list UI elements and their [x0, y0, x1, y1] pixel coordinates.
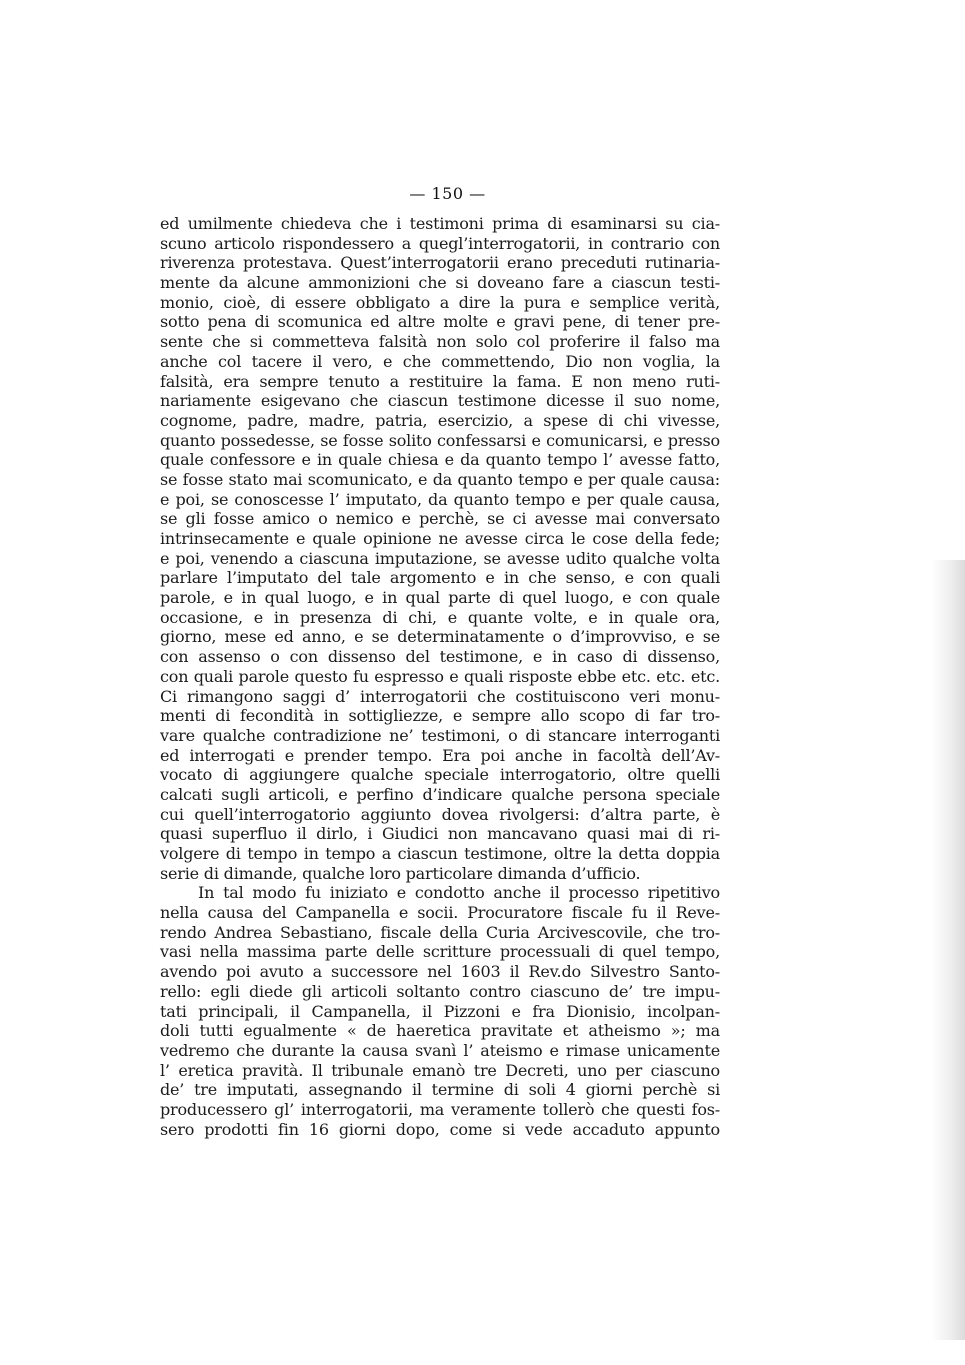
- paragraph-start-line: In tal modo fu iniziato e condotto anche il processo ripetitivo: [198, 883, 720, 903]
- text-line: menti di fecondità in sottigliezze, e sempre allo scopo di far tro-: [160, 706, 720, 726]
- text-line: parlare l’imputato del tale argomento e in che senso, e con quali: [160, 568, 720, 588]
- text-line: vedremo che durante la causa svanì l’ ateismo e rimase unicamente: [160, 1040, 720, 1060]
- text-line: rello: egli diede gli articoli soltanto contro ciascuno de’ tre impu-: [160, 981, 720, 1001]
- text-line: sero prodotti fin 16 giorni dopo, come si vede accaduto appunto: [160, 1119, 720, 1139]
- text-line: scuno articolo rispondessero a quegl’interrogatorii, in contrario con: [160, 233, 720, 253]
- text-line: ed umilmente chiedeva che i testimoni prima di esaminarsi su cia-: [160, 214, 720, 233]
- text-line: ed interrogati e prender tempo. Era poi anche in facoltà dell’Av-: [160, 745, 720, 765]
- text-line: vare qualche contradizione ne’ testimoni, o di stancare interroganti: [160, 725, 720, 745]
- page-number: — 150 —: [409, 184, 486, 203]
- body-text: [160, 214, 720, 1139]
- text-line: quale confessore e in quale chiesa e da quanto tempo l’ avesse fatto,: [160, 450, 720, 470]
- text-line: monio, cioè, di essere obbligato a dire la pura e semplice verità,: [160, 292, 720, 312]
- text-line: mente da alcune ammonizioni che si doveano fare a ciascun testi-: [160, 273, 720, 293]
- text-line: quasi superfluo il dirlo, i Giudici non mancavano quasi mai di ri-: [160, 824, 720, 844]
- text-line: l’ eretica pravità. Il tribunale emanò tre Decreti, uno per ciascuno: [160, 1060, 720, 1080]
- text-line: falsità, era sempre tenuto a restituire la fama. E non meno ruti-: [160, 371, 720, 391]
- text-line: vocato di aggiungere qualche speciale interrogatorio, oltre quelli: [160, 765, 720, 785]
- text-line: con quali parole questo fu espresso e quali risposte ebbe etc. etc. etc.: [160, 666, 720, 686]
- text-line: de’ tre imputati, assegnando il termine di soli 4 giorni perchè si: [160, 1080, 720, 1100]
- text-line: sotto pena di scomunica ed altre molte e gravi pene, di tener pre-: [160, 312, 720, 332]
- text-line: avendo poi avuto a successore nel 1603 il Rev.do Silvestro Santo-: [160, 962, 720, 982]
- text-line: con assenso o con dissenso del testimone, e in caso di dissenso,: [160, 647, 720, 667]
- text-line: rendo Andrea Sebastiano, fiscale della Curia Arcivescovile, che tro-: [160, 922, 720, 942]
- text-line: se fosse stato mai scomunicato, e da quanto tempo e per quale causa:: [160, 469, 720, 489]
- text-line: calcati sugli articoli, e perfino d’indicare qualche persona speciale: [160, 784, 720, 804]
- text-line: e poi, se conoscesse l’ imputato, da quanto tempo e per quale causa,: [160, 489, 720, 509]
- text-line: se gli fosse amico o nemico e perchè, se ci avesse mai conversato: [160, 509, 720, 529]
- paragraph-end-line: serie di dimande, qualche loro particolare dimanda d’ufficio.: [160, 863, 641, 883]
- text-line: anche col tacere il vero, e che commettendo, Dio non voglia, la: [160, 351, 720, 371]
- text-line: giorno, mese ed anno, e se determinatamente o d’improvviso, e se: [160, 627, 720, 647]
- text-line: volgere di tempo in tempo a ciascun testimone, oltre la detta doppia: [160, 844, 720, 863]
- text-line: nella causa del Campanella e socii. Procuratore fiscale fu il Reve-: [160, 903, 720, 923]
- text-line: cognome, padre, madre, patria, esercizio, a spese di chi vivesse,: [160, 410, 720, 430]
- text-line: tati principali, il Campanella, il Pizzoni e fra Dionisio, incolpan-: [160, 1001, 720, 1021]
- text-line: occasione, e in presenza di chi, e quante volte, e in quale ora,: [160, 607, 720, 627]
- text-line: e poi, venendo a ciascuna imputazione, se avesse udito qualche volta: [160, 548, 720, 568]
- text-line: Ci rimangono saggi d’ interrogatorii che costituiscono veri monu-: [160, 686, 720, 706]
- text-line: producessero gl’ interrogatorii, ma veramente tollerò che questi fos-: [160, 1099, 720, 1119]
- text-line: quanto possedesse, se fosse solito confessarsi e comunicarsi, e presso: [160, 430, 720, 450]
- text-line: sente che si commetteva falsità non solo col proferire il falso ma: [160, 332, 720, 352]
- page-edge-shadow: [931, 560, 965, 1340]
- text-line: doli tutti egualmente « de haeretica pravitate et atheismo »; ma: [160, 1021, 720, 1041]
- text-line: parole, e in qual luogo, e in qual parte di quel luogo, e con quale: [160, 588, 720, 608]
- text-line: vasi nella massima parte delle scritture processuali di quel tempo,: [160, 942, 720, 962]
- text-line: cui quell’interrogatorio aggiunto dovea rivolgersi: d’altra parte, è: [160, 804, 720, 824]
- text-line: intrinsecamente e quale opinione ne avesse circa le cose della fede;: [160, 529, 720, 548]
- text-line: nariamente esigevano che ciascun testimone dicesse il suo nome,: [160, 391, 720, 411]
- text-line: riverenza protestava. Quest’interrogatorii erano preceduti rutinaria-: [160, 253, 720, 273]
